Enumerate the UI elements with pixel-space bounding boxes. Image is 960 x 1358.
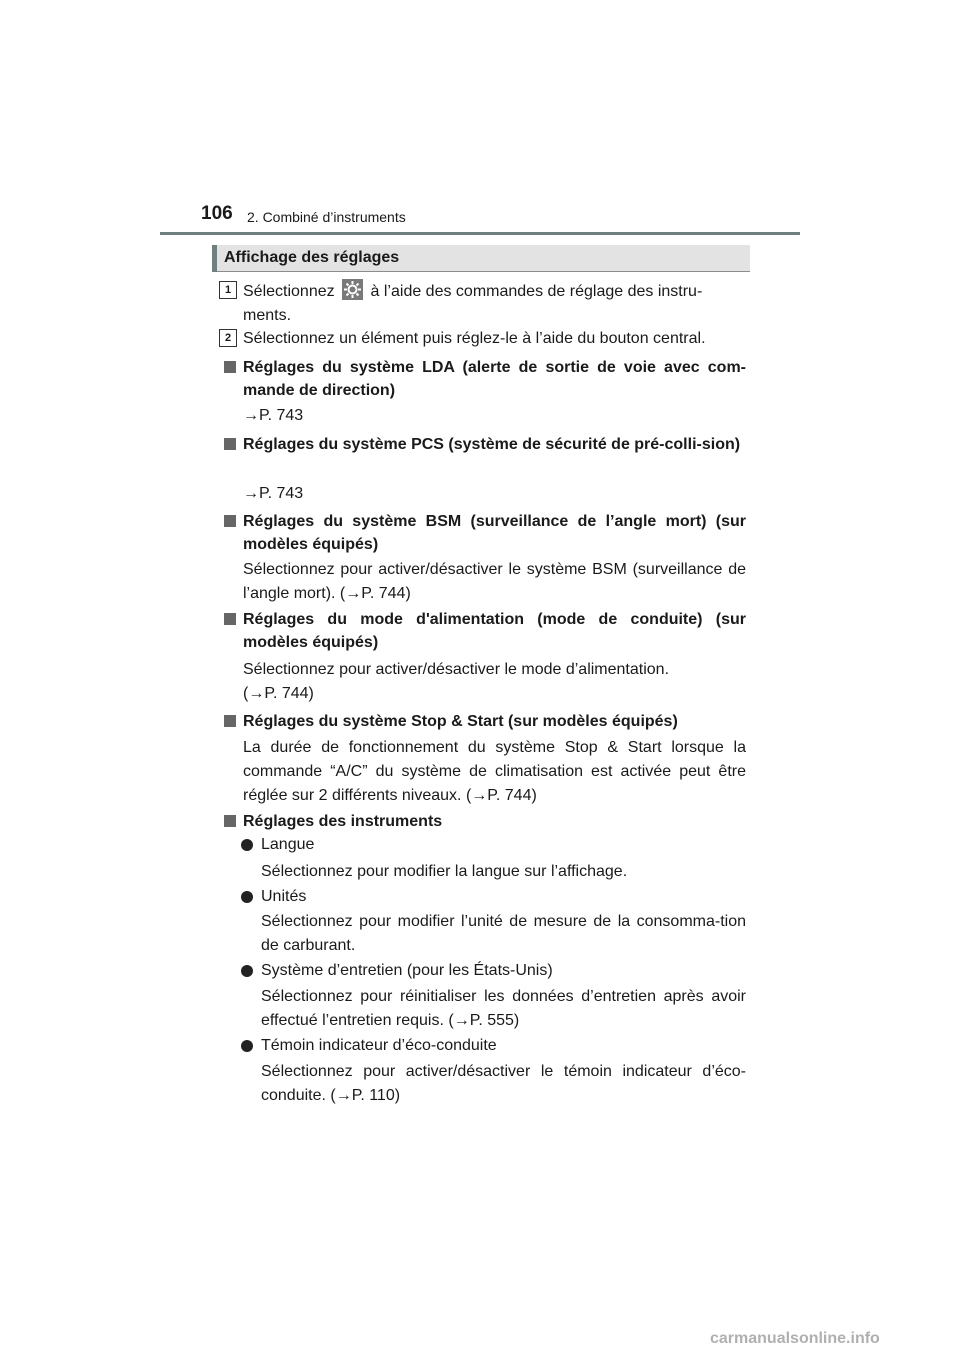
item-heading-instruments: Réglages des instruments: [224, 810, 746, 833]
section-bar-tab: [212, 245, 217, 272]
bullet-maintenance-body: Sélectionnez pour réinitialiser les données d’entretien après avoir effectué l’entretien requis. (→P. 555): [261, 988, 746, 1029]
item-body-power-mode-line2: (→P. 744): [243, 685, 314, 702]
item-body-bsm: Sélectionnez pour activer/désactiver le système BSM (surveillance de l’angle mort). (→P. 744): [243, 561, 746, 602]
step-1-text-line2: ments.: [243, 307, 292, 324]
item-heading-stop-start: Réglages du système Stop & Start (sur modèles équipés): [224, 710, 746, 733]
item-heading-pcs: Réglages du système PCS (système de sécurité de pré-colli-sion): [224, 433, 746, 456]
watermark: carmanualsonline.info: [710, 1330, 880, 1347]
step-1-box: 1: [219, 281, 237, 299]
step-2-text: Sélectionnez un élément puis réglez-le à l’aide du bouton central.: [243, 330, 706, 347]
bullet-eco: Témoin indicateur d’éco-conduite: [241, 1034, 497, 1057]
step-1-text-after: à l’aide des commandes de réglage des instru-: [370, 283, 703, 300]
item-heading-power-mode: Réglages du mode d'alimentation (mode de conduite) (sur modèles équipés): [224, 608, 746, 654]
item-body-lda: →P. 743: [243, 407, 304, 424]
page-number: 106: [201, 203, 233, 224]
item-body-power-mode: [243, 658, 746, 706]
section-bar: [212, 245, 750, 272]
gear-icon: [342, 279, 363, 300]
item-heading-bsm: Réglages du système BSM (surveillance de l’angle mort) (sur modèles équipés): [224, 510, 746, 556]
item-body-power-mode-line1: Sélectionnez pour activer/désactiver le mode d’alimentation.: [243, 661, 670, 678]
item-body-pcs: →P. 743: [243, 485, 304, 502]
step-1-text: [243, 279, 746, 328]
item-heading-lda: Réglages du système LDA (alerte de sortie de voie avec com-mande de direction): [224, 356, 746, 402]
bullet-maintenance: Système d’entretien (pour les États-Unis): [241, 959, 553, 982]
item-body-stop-start: La durée de fonctionnement du système Stop & Start lorsque la commande “A/C” du système de climatisation est activée peut être réglée sur 2 différents niveaux. (→P. 744): [243, 739, 746, 804]
header-rule: [160, 232, 800, 235]
bullet-language-body: Sélectionnez pour modifier la langue sur l’affichage.: [261, 863, 628, 880]
bullet-units-body: Sélectionnez pour modifier l’unité de mesure de la consomma-tion de carburant.: [261, 913, 746, 954]
chapter-title: 2. Combiné d’instruments: [247, 209, 406, 225]
step-1-text-before: Sélectionnez: [243, 283, 335, 300]
bullet-language: Langue: [241, 833, 314, 856]
section-title: Affichage des réglages: [224, 249, 400, 266]
bullet-eco-body: Sélectionnez pour activer/désactiver le témoin indicateur d’éco-conduite. (→P. 110): [261, 1063, 746, 1104]
step-2-box: 2: [219, 329, 237, 347]
bullet-units: Unités: [241, 885, 306, 908]
